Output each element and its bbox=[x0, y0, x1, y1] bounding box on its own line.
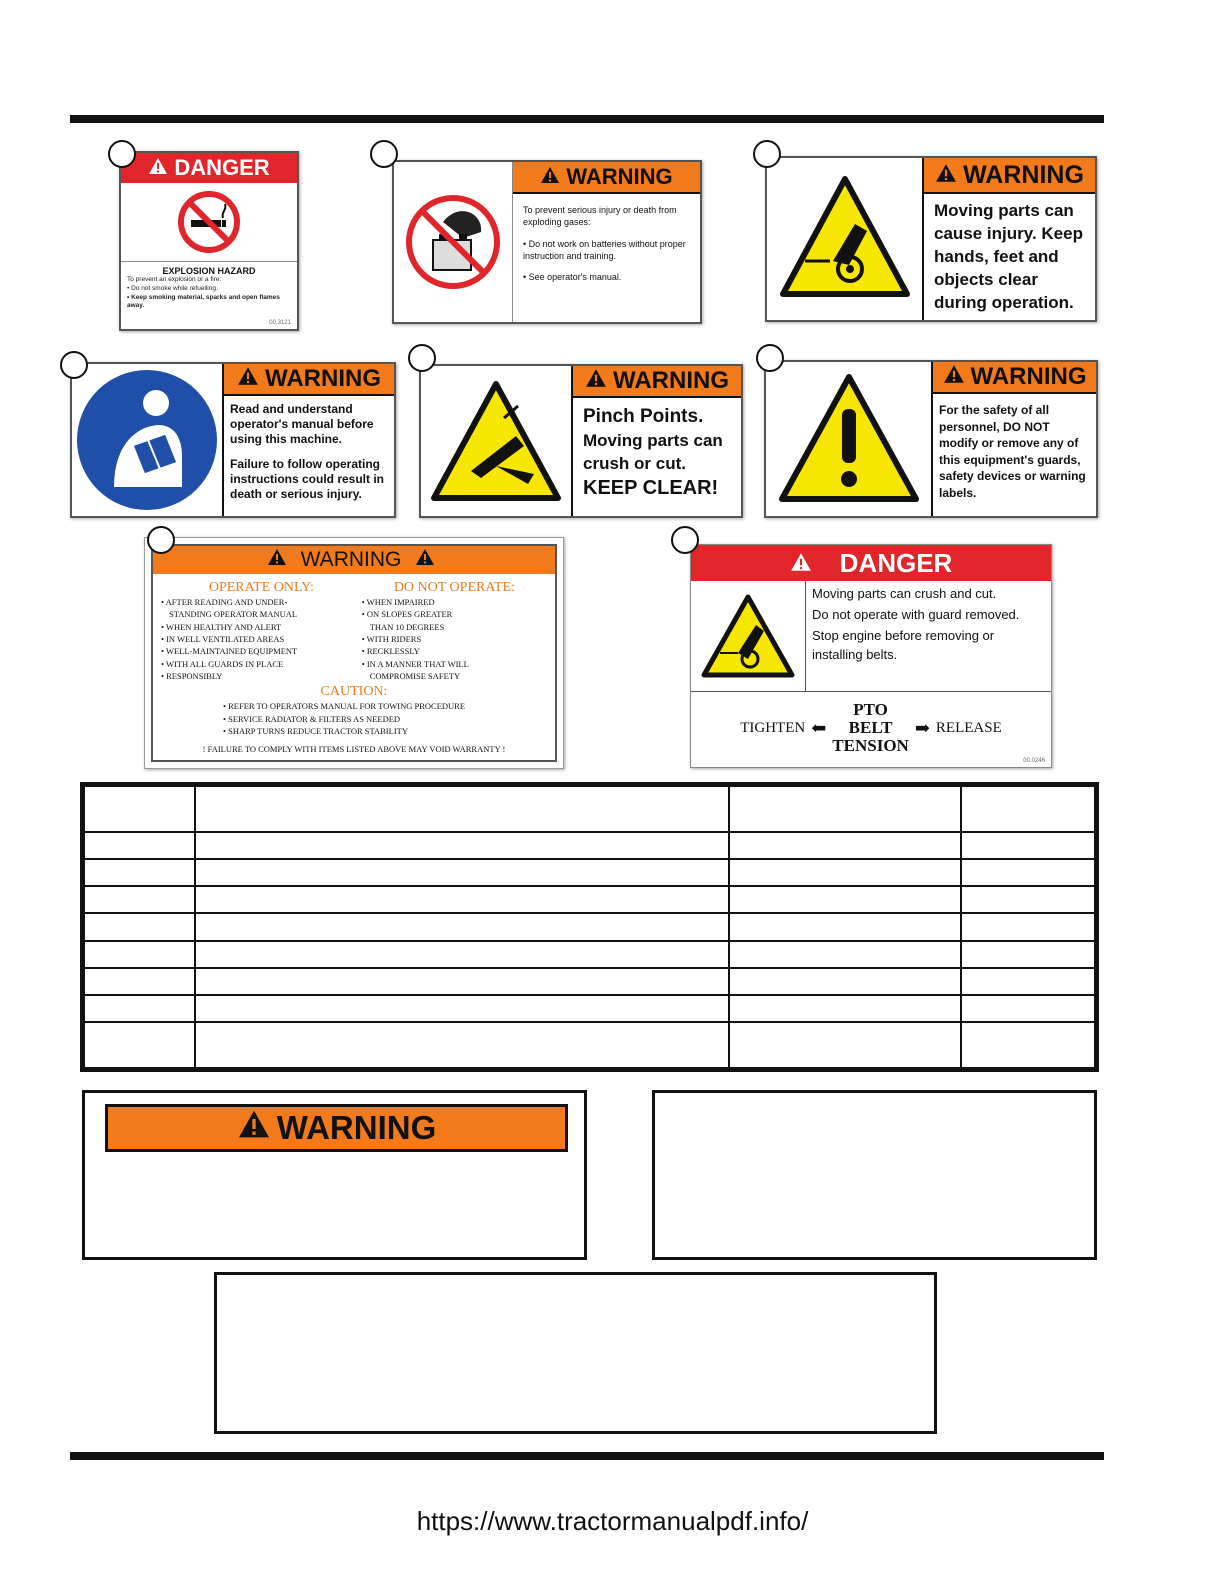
operate-only-title: OPERATE ONLY: bbox=[208, 580, 314, 595]
decal-line: Do not operate with guard removed. bbox=[812, 606, 1020, 622]
table-cell bbox=[195, 785, 729, 833]
info-box bbox=[214, 1272, 937, 1434]
table-cell bbox=[961, 785, 1097, 833]
warning-label: WARNING bbox=[276, 1109, 437, 1146]
table-row bbox=[83, 1022, 1097, 1070]
table-cell bbox=[195, 913, 729, 940]
table-cell bbox=[195, 886, 729, 913]
table-row bbox=[83, 785, 1097, 833]
decal-line: • Do not work on batteries without proper instruction and training. bbox=[523, 239, 686, 262]
warning-label: WARNING bbox=[613, 367, 729, 394]
caution-item: • REFER TO OPERATORS MANUAL FOR TOWING PROCEDURE bbox=[223, 701, 466, 712]
rule-item: • AFTER READING AND UNDER- bbox=[161, 597, 288, 607]
warning-label: WARNING bbox=[963, 160, 1084, 189]
table-cell bbox=[961, 913, 1097, 940]
table-cell bbox=[83, 1022, 195, 1070]
table-row bbox=[83, 859, 1097, 886]
alert-triangle-icon bbox=[943, 363, 965, 391]
decal-line: To prevent an explosion or a fire: bbox=[127, 276, 222, 283]
warning-header bbox=[105, 1104, 568, 1152]
alert-triangle-icon bbox=[148, 155, 168, 181]
warning-label: WARNING bbox=[970, 363, 1087, 390]
table-cell bbox=[195, 995, 729, 1022]
table-cell bbox=[729, 859, 961, 886]
warning-header bbox=[513, 162, 700, 194]
callout-marker bbox=[756, 344, 784, 372]
table-cell bbox=[83, 941, 195, 968]
decal-text: For the safety of all personnel, DO NOT modify or remove any of this equipment's guards, safety devices or warning labels. bbox=[939, 403, 1086, 500]
alert-triangle-icon bbox=[585, 367, 607, 395]
table-cell bbox=[729, 968, 961, 995]
alert-triangle-icon bbox=[237, 365, 259, 393]
warning-label: WARNING bbox=[300, 548, 402, 571]
danger-label: DANGER bbox=[174, 155, 270, 180]
entanglement-hazard-icon bbox=[767, 158, 924, 320]
table-cell bbox=[729, 995, 961, 1022]
warranty-notice: ! FAILURE TO COMPLY WITH ITEMS LISTED ABOVE MAY VOID WARRANTY ! bbox=[202, 744, 506, 754]
danger-header bbox=[121, 153, 297, 183]
decal-explosion-hazard bbox=[119, 151, 299, 331]
table-cell bbox=[961, 859, 1097, 886]
decal-parts-table bbox=[80, 782, 1099, 1072]
alert-triangle-icon bbox=[790, 548, 812, 579]
decal-text: Failure to follow operating instructions could result in death or serious injury. bbox=[230, 457, 385, 501]
table-cell bbox=[195, 859, 729, 886]
table-row bbox=[83, 995, 1097, 1022]
decal-intro: To prevent serious injury or death from exploding gases: bbox=[523, 205, 677, 228]
table-cell bbox=[961, 941, 1097, 968]
table-row bbox=[83, 941, 1097, 968]
crush-hazard-icon bbox=[421, 366, 573, 516]
rule-item: • WITH ALL GUARDS IN PLACE bbox=[161, 658, 284, 669]
decal-line: Moving parts can bbox=[583, 431, 723, 450]
rule-item: • WHEN IMPAIRED bbox=[361, 597, 435, 607]
rule-item: THAN 10 DEGREES bbox=[369, 621, 445, 632]
decal-do-not-modify bbox=[764, 360, 1098, 518]
decal-line: Pinch Points. bbox=[583, 406, 704, 427]
table-cell bbox=[83, 785, 195, 833]
callout-marker bbox=[671, 526, 699, 554]
decal-line: Moving parts can crush and cut. bbox=[812, 586, 997, 601]
belt-tension-indicator bbox=[691, 692, 1051, 764]
table-cell bbox=[195, 941, 729, 968]
decal-battery-warning bbox=[392, 160, 702, 324]
decal-text: Read and understand operator's manual before using this machine. bbox=[230, 402, 374, 446]
decal-line: Stop engine before removing or installing belts. bbox=[812, 627, 995, 662]
tension-label: TENSION bbox=[832, 735, 909, 755]
alert-triangle-icon bbox=[540, 164, 560, 190]
table-cell bbox=[83, 886, 195, 913]
alert-triangle-icon bbox=[415, 548, 435, 572]
table-cell bbox=[961, 995, 1097, 1022]
tighten-label: TIGHTEN bbox=[740, 719, 806, 736]
rule-item: COMPROMISE SAFETY bbox=[369, 670, 461, 681]
callout-marker bbox=[108, 140, 136, 168]
table-cell bbox=[195, 968, 729, 995]
warning-header bbox=[924, 158, 1095, 194]
decal-pto-belt bbox=[690, 544, 1052, 768]
decal-line: KEEP CLEAR! bbox=[583, 477, 719, 499]
warning-label: WARNING bbox=[566, 164, 673, 189]
arrow-right-icon: ➡ bbox=[914, 717, 930, 738]
release-label: RELEASE bbox=[935, 719, 1002, 736]
table-cell bbox=[729, 941, 961, 968]
rule-item: • ON SLOPES GREATER bbox=[361, 609, 453, 620]
callout-marker bbox=[147, 526, 175, 554]
warning-notice-box bbox=[82, 1090, 587, 1260]
read-manual-icon bbox=[72, 364, 222, 516]
decal-title: EXPLOSION HAZARD bbox=[162, 266, 256, 276]
callout-marker bbox=[408, 344, 436, 372]
entanglement-hazard-icon bbox=[691, 581, 806, 691]
table-row bbox=[83, 968, 1097, 995]
do-not-operate-title: DO NOT OPERATE: bbox=[393, 580, 515, 595]
pto-label: PTO bbox=[853, 700, 888, 720]
decal-code: 00.3121 bbox=[269, 320, 291, 326]
table-cell bbox=[961, 832, 1097, 859]
rule-item: • WHEN HEALTHY AND ALERT bbox=[161, 621, 282, 632]
table-cell bbox=[83, 968, 195, 995]
table-cell bbox=[195, 832, 729, 859]
callout-marker bbox=[370, 140, 398, 168]
table-cell bbox=[83, 832, 195, 859]
rule-item: • RESPONSIBLY bbox=[161, 670, 223, 681]
table-cell bbox=[729, 785, 961, 833]
warning-header bbox=[933, 362, 1096, 394]
table-cell bbox=[83, 995, 195, 1022]
table-cell bbox=[961, 968, 1097, 995]
arrow-left-icon: ⬅ bbox=[811, 717, 827, 738]
danger-label: DANGER bbox=[839, 547, 953, 578]
footer-url[interactable]: https://www.tractormanualpdf.info/ bbox=[416, 1506, 809, 1536]
belt-label: BELT bbox=[848, 718, 893, 738]
table-cell bbox=[83, 913, 195, 940]
no-smoking-icon bbox=[121, 183, 297, 262]
table-cell bbox=[83, 859, 195, 886]
rule-item: • IN A MANNER THAT WILL bbox=[361, 658, 469, 669]
rule-item: • IN WELL VENTILATED AREAS bbox=[161, 633, 285, 644]
callout-marker bbox=[753, 140, 781, 168]
decal-moving-parts bbox=[765, 156, 1097, 322]
rule-item: • WITH RIDERS bbox=[361, 633, 422, 644]
caution-item: • SHARP TURNS REDUCE TRACTOR STABILITY bbox=[223, 725, 408, 736]
no-battery-icon bbox=[394, 162, 513, 322]
decal-read-manual bbox=[70, 362, 396, 518]
table-cell bbox=[729, 1022, 961, 1070]
table-cell bbox=[195, 1022, 729, 1070]
decal-line: • See operator's manual. bbox=[523, 271, 622, 282]
decal-line: • Do not smoke while refuelling. bbox=[127, 284, 218, 292]
table-cell bbox=[961, 1022, 1097, 1070]
table-row bbox=[83, 913, 1097, 940]
callout-marker bbox=[60, 351, 88, 379]
caution-title: CAUTION: bbox=[320, 684, 388, 700]
table-row bbox=[83, 832, 1097, 859]
decal-pinch-points bbox=[419, 364, 743, 518]
bottom-rule bbox=[70, 1452, 1104, 1460]
alert-triangle-icon bbox=[267, 548, 287, 572]
decal-line: • Keep smoking material, sparks and open flames away. bbox=[127, 293, 280, 310]
rule-item: STANDING OPERATOR MANUAL bbox=[169, 609, 298, 620]
table-cell bbox=[729, 913, 961, 940]
warning-header bbox=[153, 546, 555, 574]
alert-triangle-icon bbox=[935, 161, 957, 190]
rule-item: • WELL-MAINTAINED EQUIPMENT bbox=[161, 646, 298, 657]
warning-header bbox=[573, 366, 741, 398]
decal-code: 00.0246 bbox=[1023, 758, 1045, 764]
table-cell bbox=[729, 832, 961, 859]
alert-triangle-icon bbox=[237, 1109, 271, 1147]
table-row bbox=[83, 886, 1097, 913]
top-rule bbox=[70, 115, 1104, 123]
danger-header bbox=[691, 545, 1051, 581]
table-cell bbox=[961, 886, 1097, 913]
decal-operating-rules bbox=[144, 537, 564, 769]
caution-item: • SERVICE RADIATOR & FILTERS AS NEEDED bbox=[223, 713, 401, 724]
table-cell bbox=[729, 886, 961, 913]
note-box bbox=[652, 1090, 1097, 1260]
decal-text: Moving parts can cause injury. Keep hands, feet and objects clear during operation. bbox=[934, 201, 1083, 312]
decal-line: crush or cut. bbox=[583, 454, 686, 473]
warning-header bbox=[224, 364, 394, 396]
rule-item: • RECKLESSLY bbox=[361, 646, 420, 657]
warning-label: WARNING bbox=[265, 365, 381, 392]
exclamation-hazard-icon bbox=[766, 362, 933, 516]
